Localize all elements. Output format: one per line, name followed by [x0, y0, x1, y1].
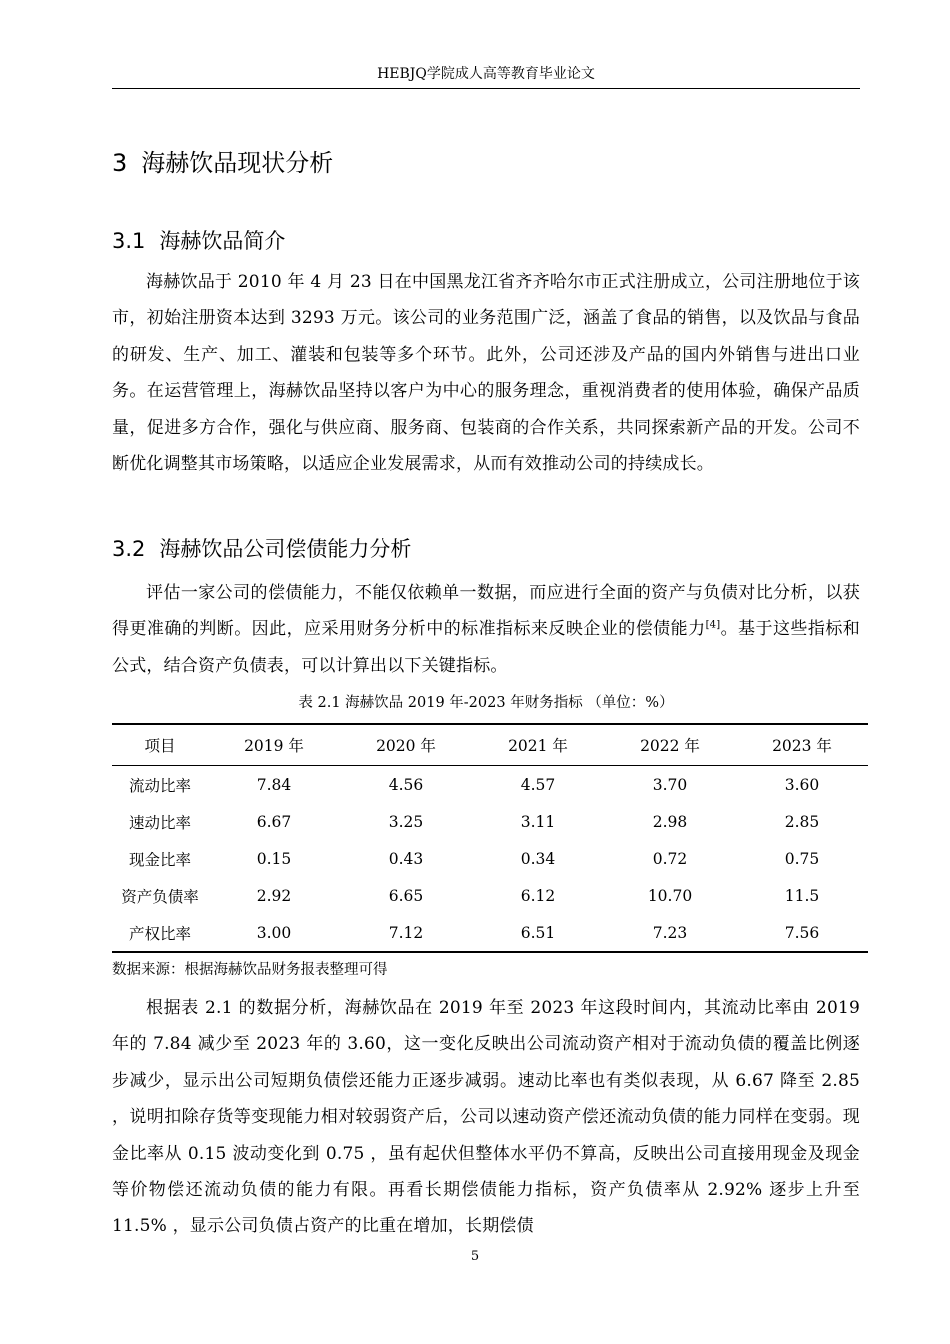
table-cell: 7.84 — [256, 775, 292, 794]
section-heading-3-1 — [112, 226, 285, 256]
table-cell: 6.67 — [256, 812, 292, 831]
table-row — [112, 803, 868, 840]
table-cell: 7.56 — [736, 914, 868, 952]
table-cell: 4.57 — [520, 775, 556, 794]
table-cell: 7.23 — [604, 914, 736, 952]
table-cell: 0.72 — [652, 849, 688, 868]
table-cell: 3.00 — [208, 914, 340, 952]
table-row — [112, 877, 868, 914]
section-title: 海赫饮品简介 — [159, 229, 286, 253]
table-header-row — [112, 724, 868, 766]
analysis-paragraph: 根据表 2.1 的数据分析，海赫饮品在 2019 年至 2023 年这段时间内，其流动比率由 2019 年的 7.84 减少至 2023 年的 3.60，这一变化反映出公司流动资产相对于流动负债的覆盖比例逐步减少，显示出公司短期负债偿还能力正逐步减弱。速动比率也有类似表现，从 6.67 降至 2.85 ，说明扣除存货等变现能力相对较弱资产后，公司以速动资产偿还流动负债的能力同样在变弱。现金比率从 0.15 波动变化到 0.75 ，虽有起伏但整体水平仍不算高，反映出公司直接用现金及现金等价物偿还流动负债的能力有限。再看长期偿债能力指标，资产负债率从 2.92% 逐步上升至 11.5% ，显示公司负债占资产的比重在增加，长期偿债 — [112, 998, 860, 1237]
chapter-number: 3 — [112, 149, 128, 177]
table-cell: 0.75 — [784, 849, 820, 868]
row-label: 资产负债率 — [121, 887, 199, 906]
section-title: 海赫饮品公司偿债能力分析 — [159, 537, 412, 561]
table-cell: 3.70 — [652, 775, 688, 794]
running-header: HEBJQ学院成人高等教育毕业论文 — [377, 66, 595, 82]
table-cell: 11.5 — [784, 886, 820, 905]
table-cell: 2.85 — [784, 812, 820, 831]
table-cell: 6.65 — [388, 886, 424, 905]
table-row — [112, 914, 868, 952]
table-cell: 0.34 — [520, 849, 556, 868]
solvency-paragraph — [112, 575, 860, 684]
table-row — [112, 840, 868, 877]
table-cell: 3.11 — [520, 812, 556, 831]
section-heading-3-2 — [112, 534, 411, 564]
table-cell: 2.98 — [652, 812, 688, 831]
table-cell: 10.70 — [647, 886, 693, 905]
solvency-text-a: 评估一家公司的偿债能力，不能仅依赖单一数据，而应进行全面的资产与负债对比分析，以获得更准确的判断。因此，应采用财务分析中的标准指标来反映企业的偿债能力 — [112, 583, 860, 640]
table-cell: 4.56 — [388, 775, 424, 794]
row-label: 现金比率 — [128, 850, 191, 869]
financial-indicators-table — [112, 723, 868, 953]
chapter-heading — [112, 146, 333, 180]
header-cell: 2022 年 — [604, 724, 736, 766]
table-source-note: 数据来源：根据海赫饮品财务报表整理可得 — [112, 962, 388, 978]
header-cell: 2020 年 — [340, 724, 472, 766]
table-caption: 表 2.1 海赫饮品 2019 年-2023 年财务指标 （单位：%） — [298, 695, 674, 711]
citation: [4] — [705, 619, 721, 631]
table-cell: 7.12 — [340, 914, 472, 952]
table-cell: 0.15 — [256, 849, 292, 868]
header-cell: 2021 年 — [472, 724, 604, 766]
header-rule — [112, 88, 860, 89]
table-cell: 6.12 — [520, 886, 556, 905]
table-row — [112, 766, 868, 804]
header-cell: 项目 — [112, 724, 208, 766]
table-cell: 2.92 — [256, 886, 292, 905]
table-cell: 3.25 — [388, 812, 424, 831]
solvency-text-b: 。基于这些指标和公式，结合资产负债表，可以计算出以下关键指标。 — [112, 619, 860, 676]
page-number: 5 — [470, 1249, 480, 1264]
row-label: 产权比率 — [112, 914, 208, 952]
table-cell: 6.51 — [472, 914, 604, 952]
header-cell: 2019 年 — [208, 724, 340, 766]
intro-paragraph: 海赫饮品于 2010 年 4 月 23 日在中国黑龙江省齐齐哈尔市正式注册成立，公司注册地位于该市，初始注册资本达到 3293 万元。该公司的业务范围广泛，涵盖了食品的销售，以及饮品与食品的研发、生产、加工、灌装和包装等多个环节。此外，公司还涉及产品的国内外销售与进出口业务。在运营管理上，海赫饮品坚持以客户为中心的服务理念，重视消费者的使用体验，确保产品质量，促进多方合作，强化与供应商、服务商、包装商的合作关系，共同探索新产品的开发。公司不断优化调整其市场策略，以适应企业发展需求，从而有效推动公司的持续成长。 — [112, 272, 860, 475]
chapter-title: 海赫饮品现状分析 — [141, 149, 334, 177]
row-label: 速动比率 — [128, 813, 191, 832]
table-cell: 3.60 — [784, 775, 820, 794]
header-cell: 2023 年 — [736, 724, 868, 766]
section-number: 3.2 — [112, 537, 146, 561]
table-cell: 0.43 — [388, 849, 424, 868]
row-label: 流动比率 — [128, 776, 191, 795]
section-number: 3.1 — [112, 229, 146, 253]
